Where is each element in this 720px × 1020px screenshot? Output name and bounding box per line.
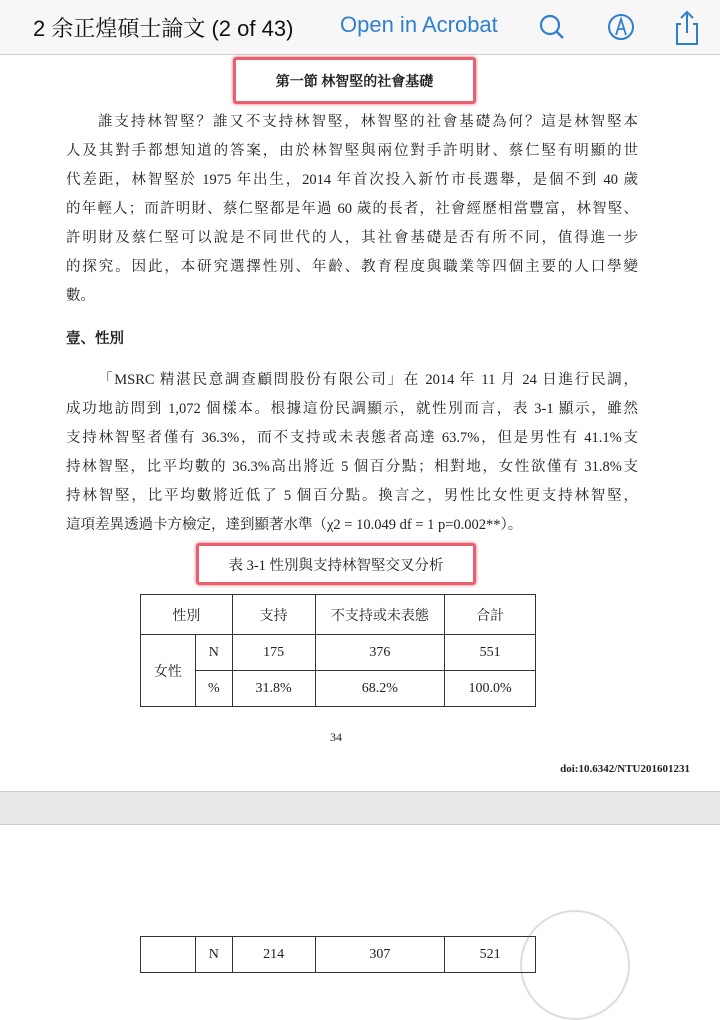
table-cell: 68.2% bbox=[315, 671, 445, 707]
table-cell: 307 bbox=[315, 937, 445, 973]
table-cell: 551 bbox=[445, 635, 536, 671]
section-title-highlight bbox=[233, 57, 476, 104]
table-header: 支持 bbox=[232, 595, 315, 635]
page-number: 34 bbox=[330, 730, 342, 744]
share-icon[interactable] bbox=[670, 8, 704, 46]
table-caption-highlight bbox=[196, 543, 476, 585]
table-cell: 214 bbox=[232, 937, 315, 973]
crosstab-table-continued bbox=[140, 936, 536, 973]
section-title: 第一節 林智堅的社會基礎 bbox=[275, 74, 434, 90]
paragraph-line: 持林智堅，比平均數的 36.3%高出將近 5 個百分點；相對地，女性欲僅有 31.8%支 bbox=[66, 459, 638, 475]
table-cell bbox=[141, 937, 196, 973]
paragraph-line: 代差距，林智堅於 1975 年出生，2014 年首次投入新竹市長選舉，是個不到 40 歲 bbox=[66, 172, 638, 188]
search-icon[interactable] bbox=[535, 8, 569, 46]
table-cell: 521 bbox=[445, 937, 536, 973]
group-cell: 女性 bbox=[141, 635, 196, 707]
table-header: 性別 bbox=[141, 595, 233, 635]
table-row bbox=[141, 671, 536, 707]
table-caption: 表 3-1 性別與支持林智堅交叉分析 bbox=[228, 557, 444, 574]
table-cell: 31.8% bbox=[232, 671, 315, 707]
paragraph-line: 「MSRC 精湛民意調查顧問股份有限公司」在 2014 年 11 月 24 日進行民調， bbox=[98, 372, 638, 388]
paragraph-line: 許明財及蔡仁堅可以說是不同世代的人，其社會基礎是否有所不同，值得進一步 bbox=[66, 230, 638, 246]
table-cell: 100.0% bbox=[445, 671, 536, 707]
watermark-seal bbox=[520, 910, 630, 1020]
paragraph-line: 支持林智堅者僅有 36.3%，而不支持或未表態者高達 63.7%，但是男性有 41.1%支 bbox=[66, 430, 638, 446]
toolbar bbox=[0, 0, 720, 55]
table-cell: N bbox=[195, 937, 232, 973]
paragraph-line: 誰支持林智堅？誰又不支持林智堅，林智堅的社會基礎為何？這是林智堅本 bbox=[98, 114, 638, 130]
table-header: 不支持或未表態 bbox=[315, 595, 445, 635]
paragraph-line: 的探究。因此，本研究選擇性別、年齡、教育程度與職業等四個主要的人口學變 bbox=[66, 259, 638, 275]
paragraph-line: 持林智堅，比平均數將近低了 5 個百分點。換言之，男性比女性更支持林智堅， bbox=[66, 488, 638, 504]
document-title: 2 余正煌碩士論文 (2 of 43) bbox=[33, 16, 294, 41]
table-row bbox=[141, 635, 536, 671]
paragraph-line: 人及其對手都想知道的答案，由於林智堅與兩位對手許明財、蔡仁堅有明顯的世 bbox=[66, 143, 638, 159]
table-cell: % bbox=[195, 671, 232, 707]
table-cell: N bbox=[195, 635, 232, 671]
table-row bbox=[141, 937, 536, 973]
page-separator bbox=[0, 791, 720, 825]
table-cell: 175 bbox=[232, 635, 315, 671]
paragraph-line: 成功地訪問到 1,072 個樣本。根據這份民調顯示，就性別而言，表 3-1 顯示，雖然 bbox=[66, 401, 638, 417]
open-in-acrobat-button[interactable]: Open in Acrobat bbox=[340, 12, 498, 37]
paragraph-line: 的年輕人；而許明財、蔡仁堅都是年過 60 歲的長者，社會經歷相當豐富，林智堅、 bbox=[66, 201, 638, 217]
table-cell: 376 bbox=[315, 635, 445, 671]
markup-icon[interactable] bbox=[604, 8, 638, 46]
subsection-heading: 壹、性別 bbox=[66, 331, 124, 347]
paragraph-line: 這項差異透過卡方檢定，達到顯著水準（χ2 = 10.049 df = 1 p=0.002**）。 bbox=[66, 517, 523, 533]
paragraph-line: 數。 bbox=[66, 288, 95, 304]
doi-label: doi:10.6342/NTU201601231 bbox=[560, 763, 690, 775]
table-header: 合計 bbox=[445, 595, 536, 635]
crosstab-table bbox=[140, 594, 536, 707]
